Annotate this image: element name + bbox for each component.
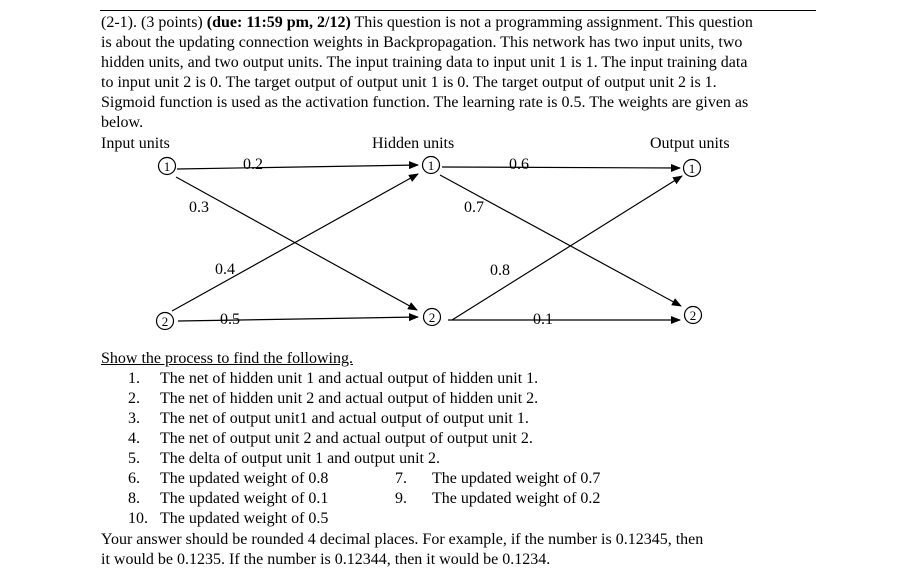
weight-h2-o2: 0.1 [533,311,553,328]
question-line-3: hidden units, and two output units. The input training data to input unit 1 is 1. The input training data [101,54,748,71]
weight-h1-o1: 0.6 [509,156,529,173]
question-line-2: is about the updating connection weights in Backpropagation. This network has two input units, two [101,34,743,51]
question-text: This question is not a programming assignment. This question [350,14,753,31]
task-text: The net of output unit1 and actual output of output unit 1. [160,410,529,427]
task-number: 8. [128,490,140,507]
rounding-note-line-1: Your answer should be rounded 4 decimal places. For example, if the number is 0.12345, then [101,531,704,548]
weight-in2-h2: 0.5 [220,311,240,328]
hidden-node-2-label: 2 [428,310,436,325]
output-node-2-label: 2 [689,308,697,323]
task-item [128,509,328,529]
task-number: 9. [395,490,407,507]
task-text: The net of output unit 2 and actual output of output unit 2. [160,430,533,447]
task-item [128,469,328,489]
task-text: The updated weight of 0.1 [160,490,329,507]
task-item [128,409,529,429]
edge-in1-h2 [176,177,417,310]
task-item [128,429,533,449]
rounding-note-line-2: it would be 0.1235. If the number is 0.12344, then it would be 0.1234. [101,551,551,568]
task-text: The updated weight of 0.7 [432,470,601,487]
task-item [128,489,328,509]
due-date: (due: 11:59 pm, 2/12) [206,14,351,31]
output-units-header: Output units [650,135,730,152]
question-prefix: (2-1). (3 points) [101,14,207,31]
task-number: 10. [128,510,148,527]
edge-h1-o2 [440,175,681,306]
task-text: The updated weight of 0.2 [432,490,601,507]
edge-in1-h1 [177,165,418,169]
task-item [128,449,440,469]
tasks-heading-text: Show the process to find the following. [101,350,353,367]
input-node-2-label: 2 [161,314,169,329]
task-text: The net of hidden unit 1 and actual output of hidden unit 1. [160,370,539,387]
output-node-1-label: 1 [688,161,696,176]
task-number: 2. [128,390,140,407]
edge-in2-h2 [178,317,418,321]
task-number: 4. [128,430,140,447]
task-text: The delta of output unit 1 and output unit 2. [160,450,440,467]
weight-h2-o1: 0.8 [490,262,510,279]
weight-h1-o2: 0.7 [464,199,484,216]
task-item [128,389,538,409]
hidden-node-1-label: 1 [427,158,435,173]
edge-h1-o1 [442,167,680,168]
task-text: The updated weight of 0.5 [160,510,329,527]
hidden-units-header: Hidden units [372,135,455,152]
input-units-header: Input units [101,135,170,152]
task-item [128,369,538,389]
tasks-heading [101,349,353,369]
input-node-1-label: 1 [163,159,171,174]
task-number: 6. [128,470,140,487]
question-line-5: Sigmoid function is used as the activation function. The learning rate is 0.5. The weights are given as [101,94,749,111]
task-number: 7. [395,470,407,487]
weight-in1-h2: 0.3 [189,199,209,216]
weight-in1-h1: 0.2 [243,156,263,173]
question-line-4: to input unit 2 is 0. The target output of output unit 1 is 0. The target output of output unit 2 is 1. [101,74,717,91]
weight-in2-h1: 0.4 [215,261,235,278]
task-item [395,489,600,509]
task-text: The net of hidden unit 2 and actual output of hidden unit 2. [160,390,539,407]
question-line-6: below. [101,114,144,131]
task-number: 3. [128,410,140,427]
task-number: 1. [128,370,140,387]
task-number: 5. [128,450,140,467]
task-item [395,469,600,489]
task-text: The updated weight of 0.8 [160,470,329,487]
edge-h2-o1 [452,176,682,320]
